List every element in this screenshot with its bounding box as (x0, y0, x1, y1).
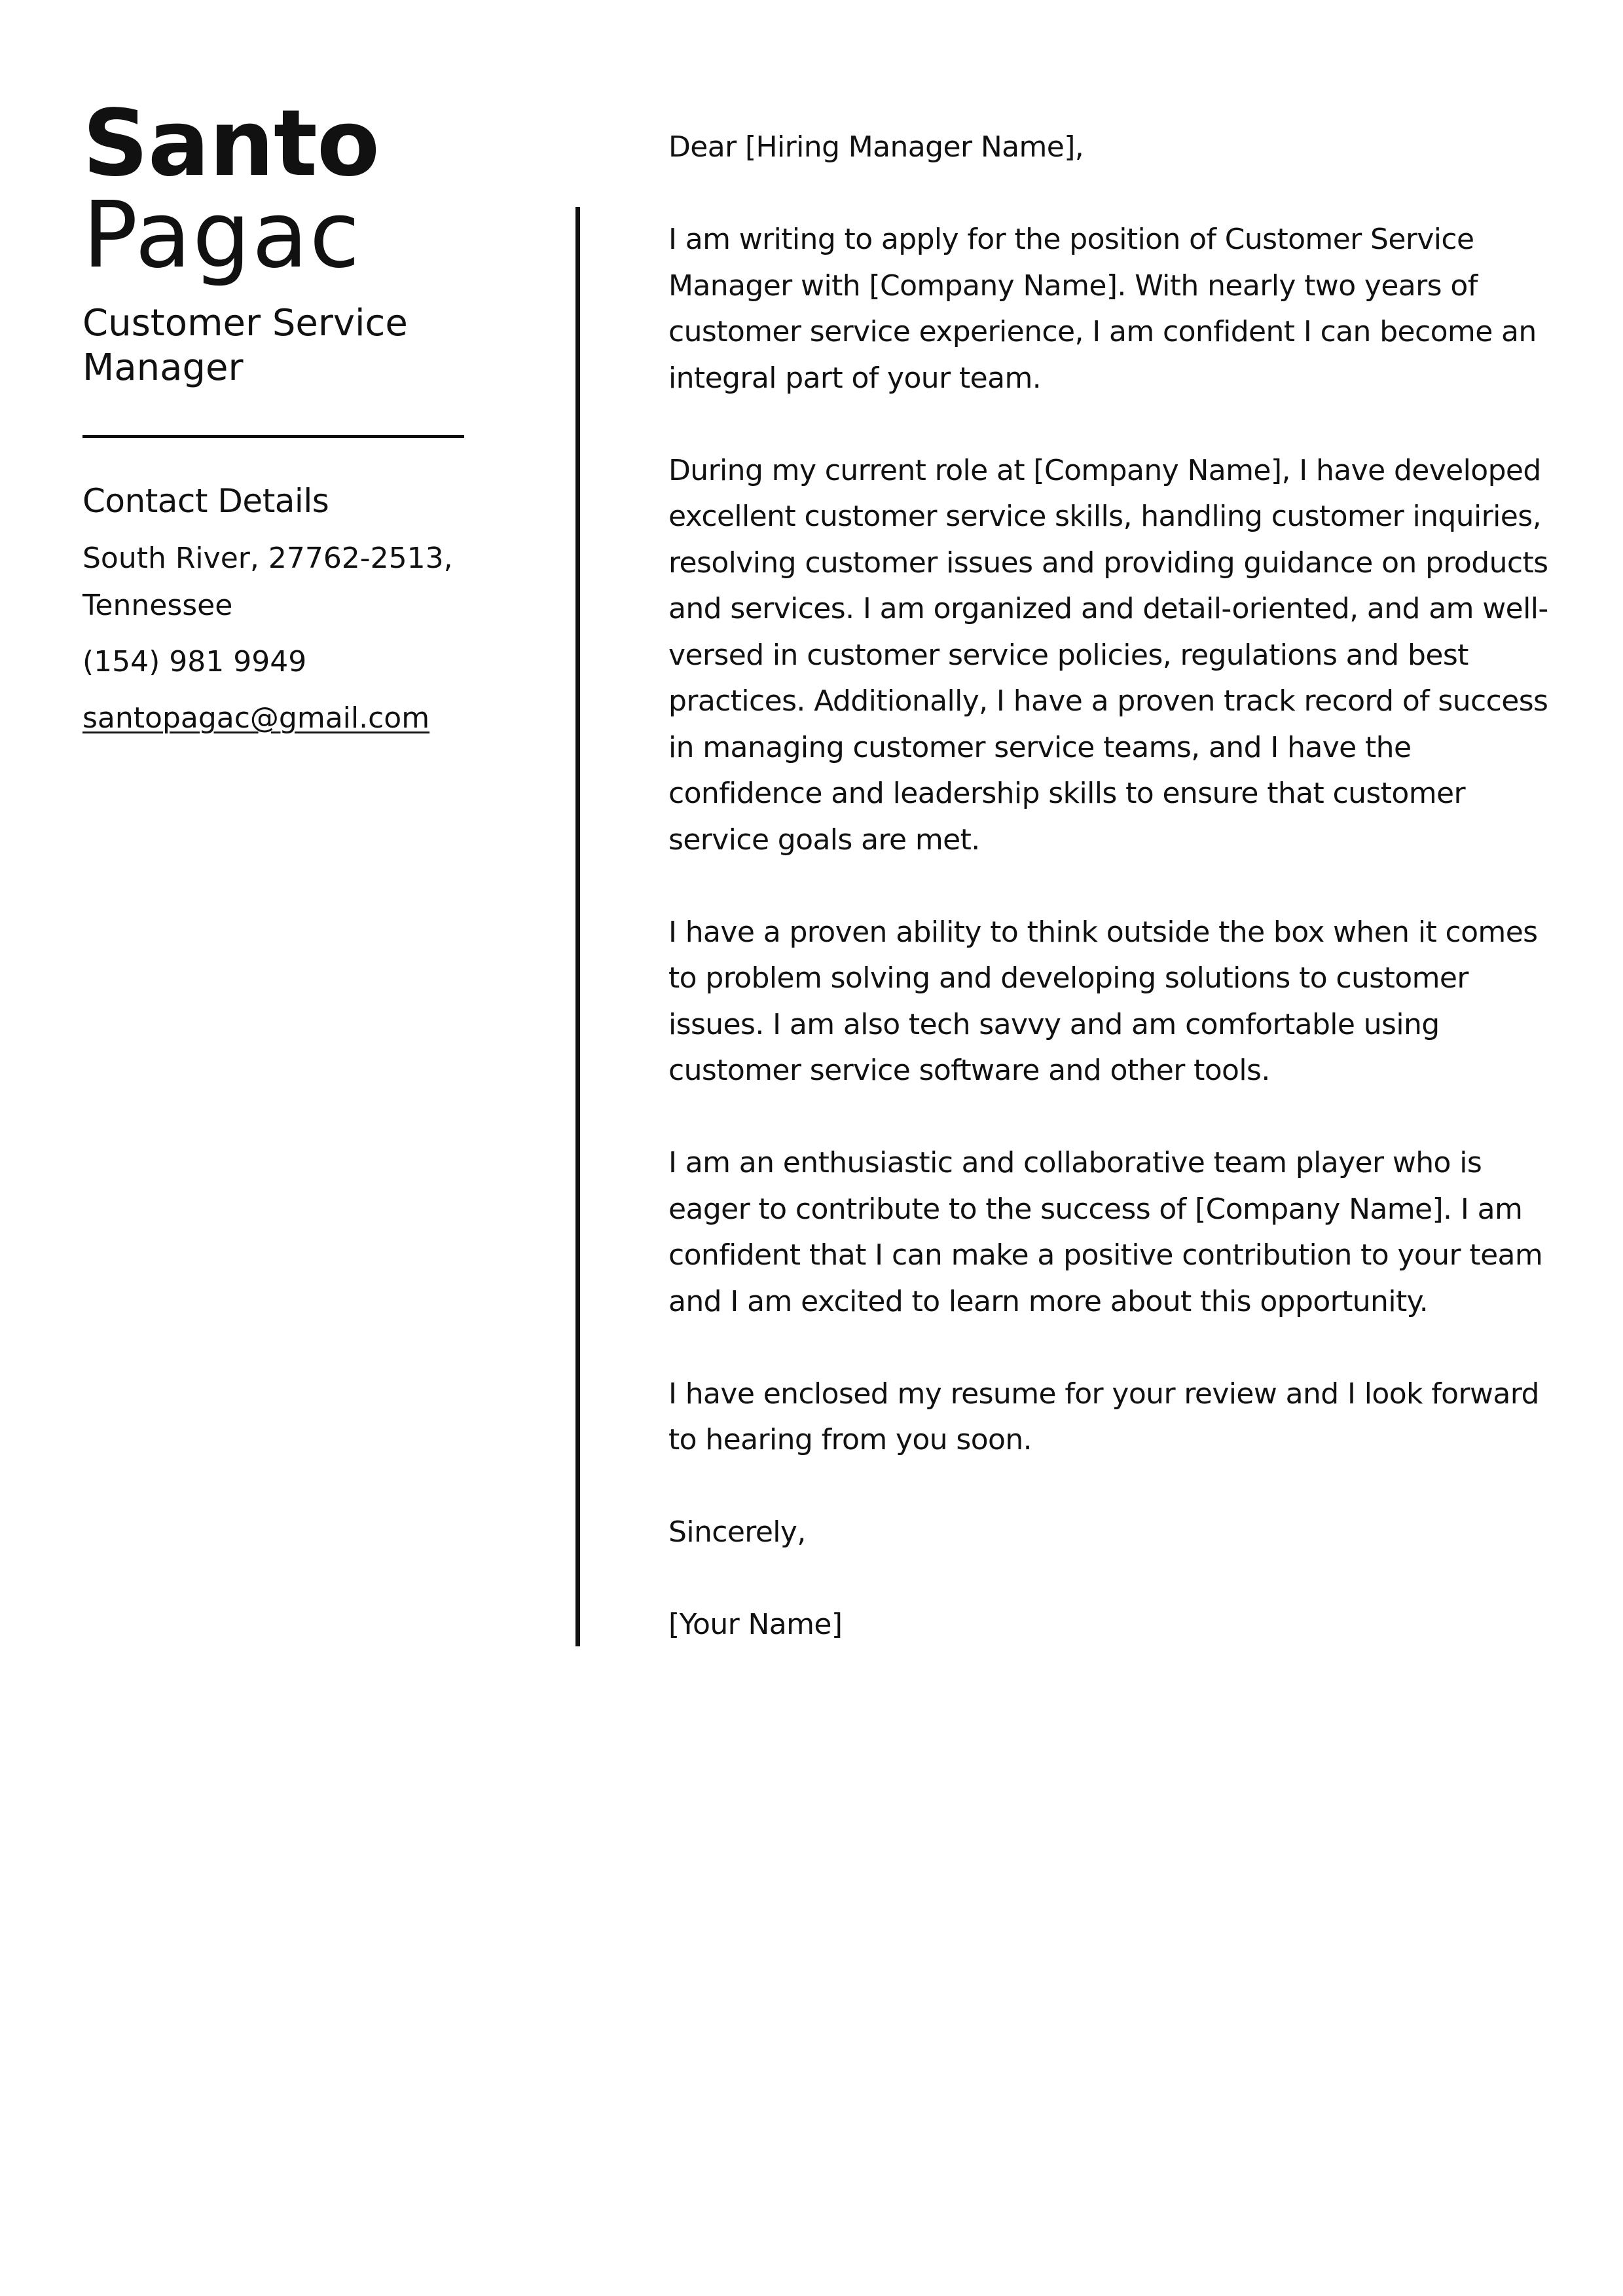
letter-body (668, 124, 1548, 1694)
letter-line: issues. I am also tech savvy and am comfortable using (668, 1007, 1440, 1041)
letter-paragraph (668, 1371, 1539, 1464)
letter-line: excellent customer service skills, handling customer inquiries, (668, 500, 1541, 533)
job-title-line: Customer Service (82, 302, 408, 344)
letter-line: integral part of your team. (668, 361, 1042, 395)
address-line: South River, 27762-2513, (82, 542, 453, 575)
job-title-line: Manager (82, 346, 244, 389)
letter-greeting: Dear [Hiring Manager Name], (668, 130, 1084, 164)
letter-line: and services. I am organized and detail-oriented, and am well- (668, 592, 1548, 625)
contact-heading: Contact Details (82, 482, 329, 520)
letter-line: I am writing to apply for the position of Customer Service (668, 223, 1474, 256)
letter-line: I am an enthusiastic and collaborative team player who is (668, 1146, 1482, 1179)
letter-line: resolving customer issues and providing guidance on products (668, 546, 1548, 580)
letter-closing: Sincerely, (668, 1515, 806, 1549)
letter-line: and I am excited to learn more about this opportunity. (668, 1284, 1429, 1318)
last-name: Pagac (82, 182, 361, 289)
first-name: Santo (82, 90, 380, 197)
letter-line: customer service experience, I am confident I can become an (668, 315, 1537, 348)
letter-line: customer service software and other tools. (668, 1054, 1270, 1087)
letter-line: to hearing from you soon. (668, 1423, 1032, 1456)
letter-line: confidence and leadership skills to ensure that customer (668, 777, 1465, 810)
letter-signature: [Your Name] (668, 1608, 843, 1641)
letter-line: I have enclosed my resume for your review and I look forward (668, 1377, 1539, 1411)
job-title (82, 301, 475, 390)
letter-line: in managing customer service teams, and I have the (668, 730, 1412, 764)
letter-line: During my current role at [Company Name], I have developed (668, 453, 1541, 487)
letter-line: service goals are met. (668, 823, 980, 857)
vertical-divider (575, 207, 580, 1646)
contact-address (82, 535, 475, 629)
letter-line: confident that I can make a positive contribution to your team (668, 1238, 1543, 1272)
sidebar (82, 90, 475, 742)
letter-line: eager to contribute to the success of [Company Name]. I am (668, 1192, 1523, 1226)
letter-paragraph (668, 217, 1539, 401)
address-line: Tennessee (82, 589, 233, 622)
contact-email-link[interactable]: santopagac@gmail.com (82, 701, 430, 735)
letter-line: versed in customer service policies, regulations and best (668, 638, 1468, 672)
contact-phone: (154) 981 9949 (82, 645, 307, 678)
letter-line: I have a proven ability to think outside the box when it comes (668, 915, 1538, 949)
letter-line: practices. Additionally, I have a proven track record of success (668, 684, 1548, 718)
letter-paragraph (668, 910, 1539, 1094)
letter-line: Manager with [Company Name]. With nearly two years of (668, 268, 1478, 303)
sidebar-divider (82, 435, 464, 438)
letter-paragraph (668, 1140, 1543, 1325)
letter-line: to problem solving and developing solutions to customer (668, 961, 1468, 995)
letter-paragraph (668, 448, 1548, 864)
